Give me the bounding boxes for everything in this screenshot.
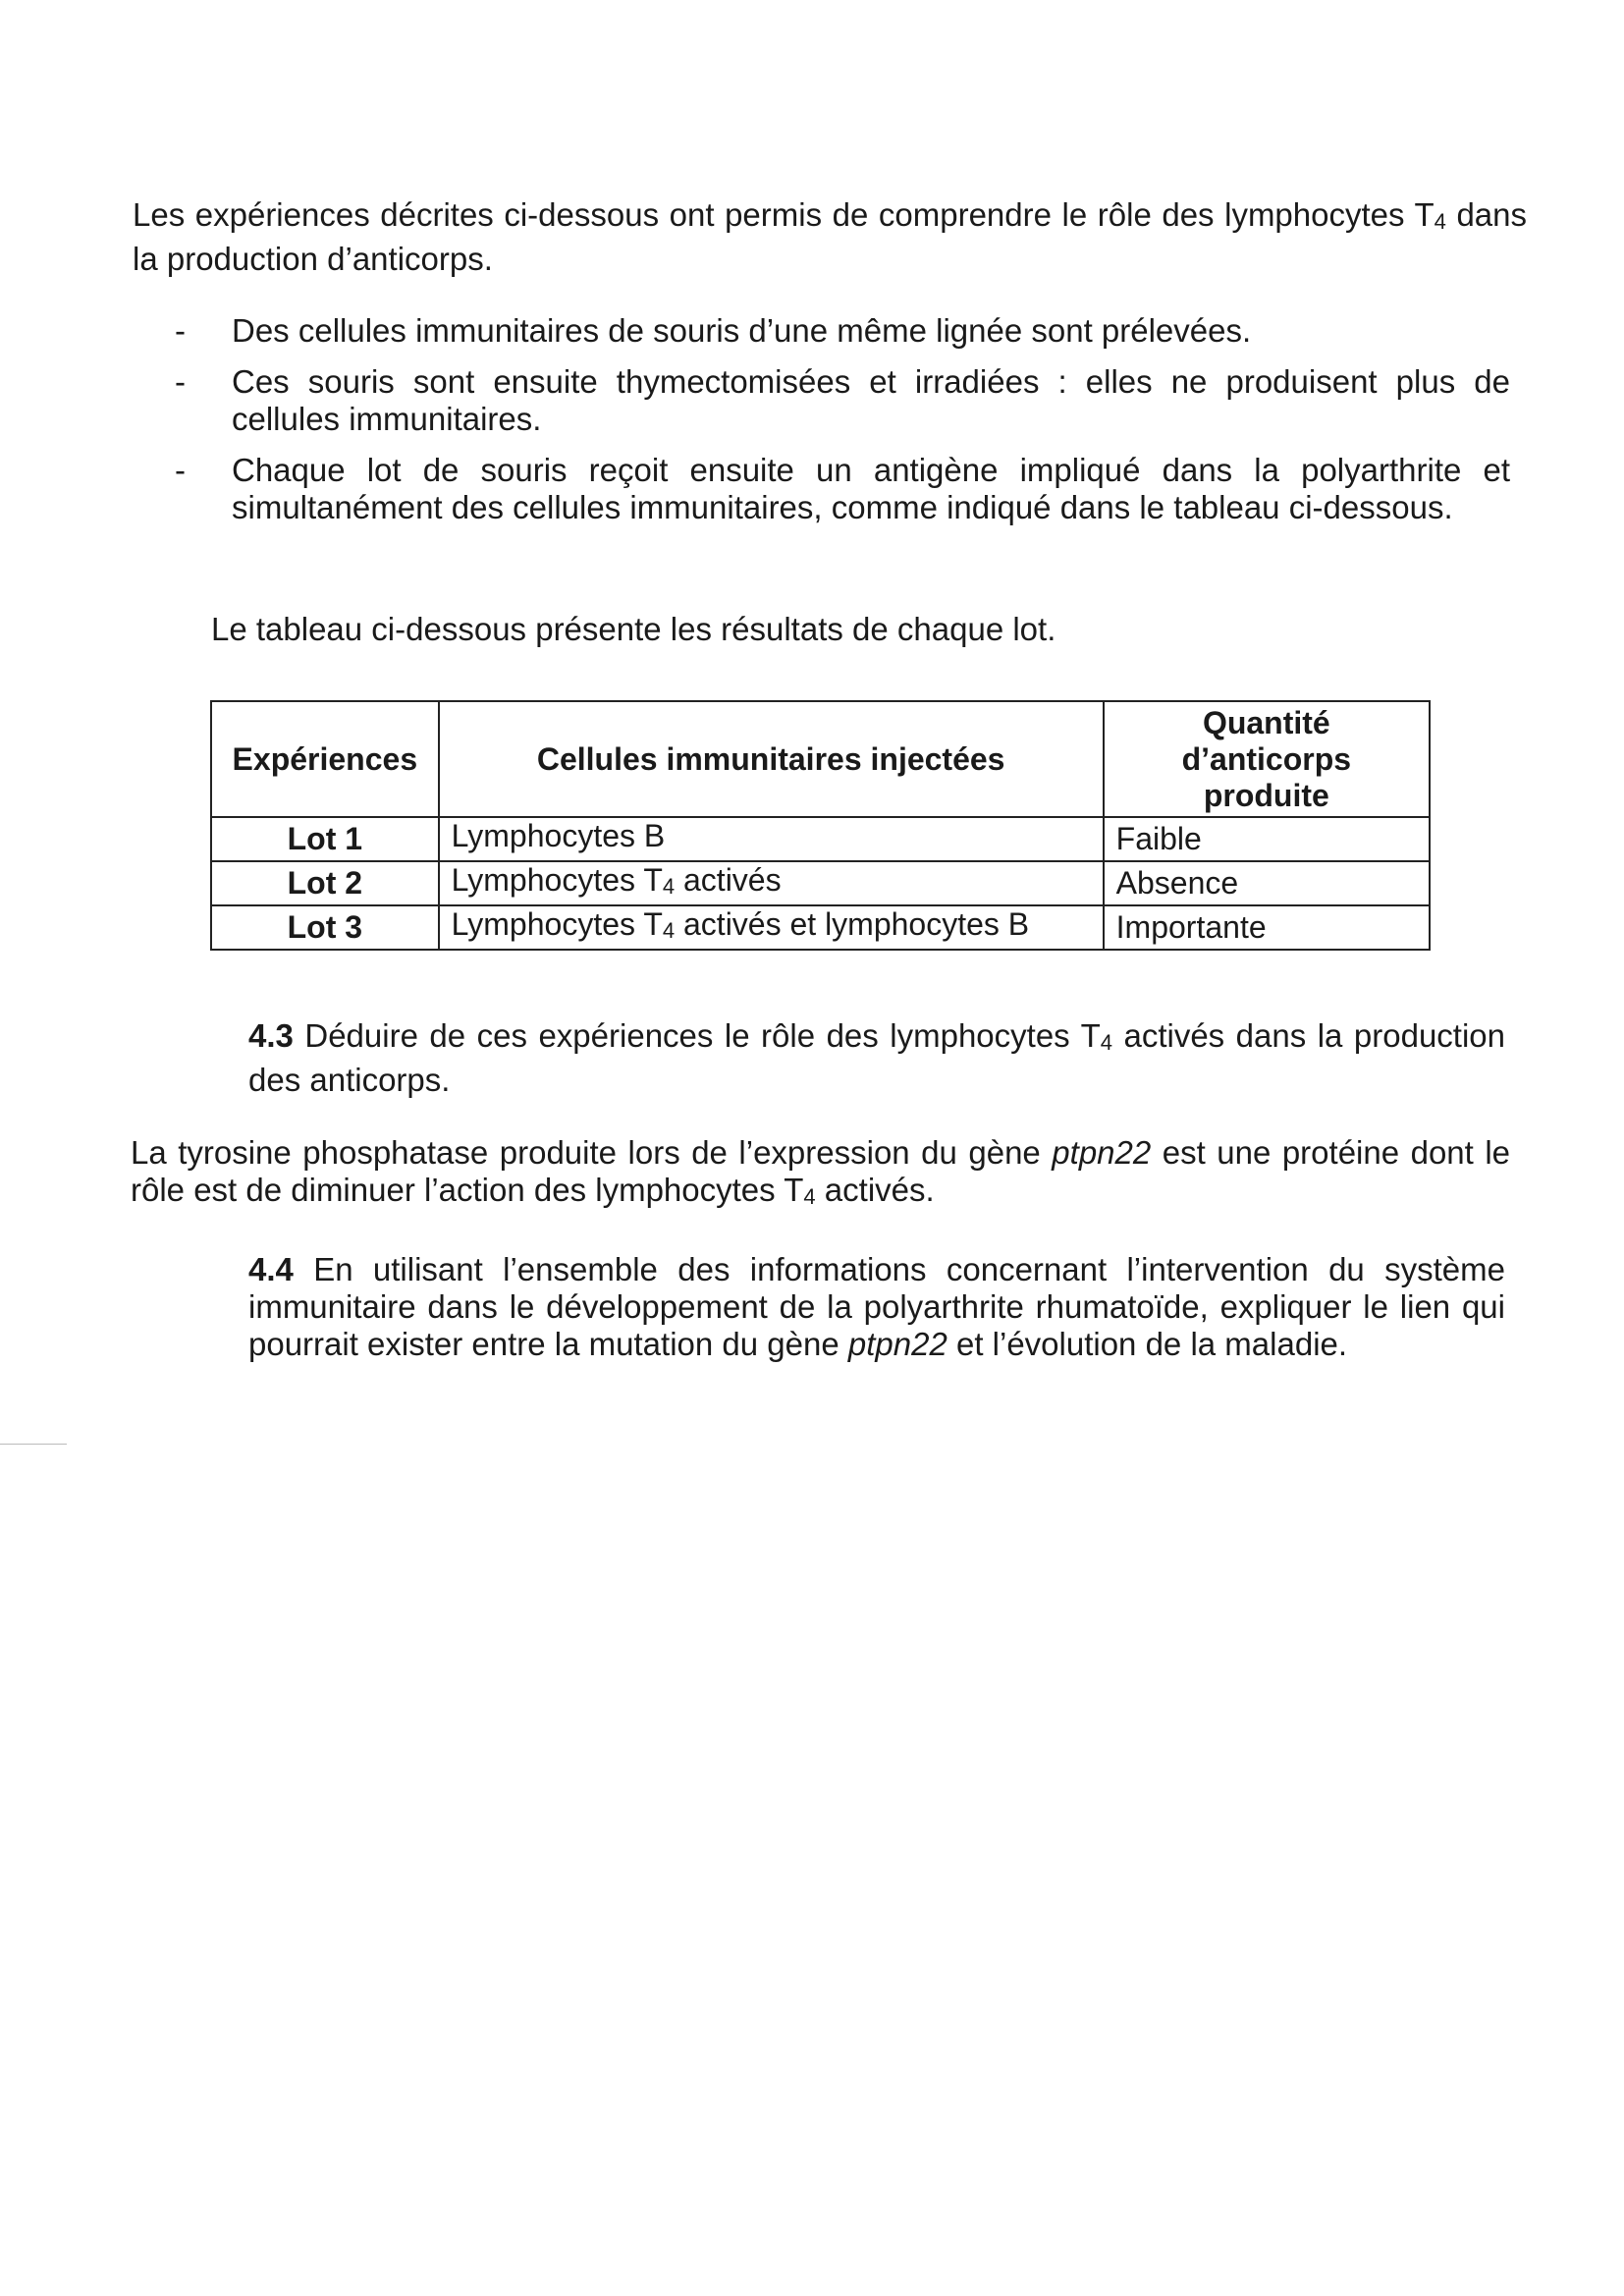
cells-text: Lymphocytes B: [451, 818, 666, 853]
header-experiences: Expériences: [211, 701, 439, 817]
table-row: [211, 861, 1430, 905]
quantity-cell: Faible: [1104, 817, 1430, 861]
intro-text: Les expériences décrites ci-dessous ont permis de comprendre le rôle des lymphocytes T: [133, 196, 1435, 233]
table-header-row: [211, 701, 1430, 817]
t4-subscript: 4: [662, 918, 676, 943]
cells-cell: [439, 817, 1104, 861]
lot-cell: Lot 3: [211, 905, 439, 950]
quantity-cell: Absence: [1104, 861, 1430, 905]
intro-paragraph: [133, 196, 1527, 278]
question-text-end: activés dans la production des anticorps.: [248, 1017, 1505, 1098]
quantity-cell: Importante: [1104, 905, 1430, 950]
t4-subscript: 4: [662, 874, 676, 899]
question-4-3: [248, 1017, 1505, 1099]
cells-cell: [439, 905, 1104, 950]
list-item-text: Des cellules immunitaires de souris d’une même lignée sont prélevées.: [232, 312, 1252, 349]
bullet-dash: -: [175, 452, 186, 488]
cells-text-end: activés: [675, 862, 782, 898]
gene-name: ptpn22: [1052, 1134, 1152, 1171]
bullet-dash: -: [175, 363, 186, 400]
header-cells: Cellules immunitaires injectées: [439, 701, 1104, 817]
question-text: Déduire de ces expériences le rôle des lymphocytes T: [293, 1017, 1101, 1054]
experiment-steps-list: [175, 312, 1510, 540]
t4-subscript: 4: [803, 1184, 816, 1209]
cells-text-end: activés et lymphocytes B: [675, 906, 1030, 942]
table-row: [211, 905, 1430, 950]
bullet-dash: -: [175, 312, 186, 349]
list-item-text: Chaque lot de souris reçoit ensuite un antigène impliqué dans la polyarthrite et simultanément des cellules immunitaires, comme indiqué dans le tableau ci-dessous.: [232, 452, 1510, 525]
list-item: [175, 452, 1510, 526]
t4-subscript: 4: [1100, 1030, 1112, 1055]
cells-cell: [439, 861, 1104, 905]
tyrosine-text-end: activés.: [815, 1172, 935, 1208]
cells-text: Lymphocytes T: [451, 906, 663, 942]
tyrosine-text: La tyrosine phosphatase produite lors de l’expression du gène: [131, 1134, 1053, 1171]
table-intro: Le tableau ci-dessous présente les résultats de chaque lot.: [211, 611, 1056, 647]
question-number: 4.4: [248, 1251, 294, 1287]
header-quantity: Quantité d’anticorps produite: [1104, 701, 1430, 817]
intro-text-end: dans la production d’anticorps.: [133, 196, 1528, 277]
lot-cell: Lot 2: [211, 861, 439, 905]
list-item: [175, 363, 1510, 438]
question-number: 4.3: [248, 1017, 294, 1054]
question-text: En utilisant l’ensemble des informations concernant l’intervention du système immunitaire dans le développement de la polyarthrite rhumatoïde, expliquer le lien qui pourrait exister entre la mutation du gène: [248, 1251, 1505, 1362]
lot-cell: Lot 1: [211, 817, 439, 861]
results-table: [210, 700, 1431, 951]
margin-mark: [0, 1444, 67, 1445]
question-text-end: et l’évolution de la maladie.: [947, 1326, 1348, 1362]
list-item-text: Ces souris sont ensuite thymectomisées et irradiées : elles ne produisent plus de cellules immunitaires.: [232, 363, 1510, 437]
gene-name: ptpn22: [847, 1326, 947, 1362]
list-item: [175, 312, 1510, 350]
t4-subscript: 4: [1434, 209, 1446, 234]
question-4-4: [248, 1251, 1505, 1363]
tyrosine-paragraph: [131, 1134, 1510, 1216]
tyrosine-text-middle: est une protéine dont le rôle est de diminuer l’action des lymphocytes T: [131, 1134, 1511, 1208]
cells-text: Lymphocytes T: [451, 862, 663, 898]
table-row: [211, 817, 1430, 861]
